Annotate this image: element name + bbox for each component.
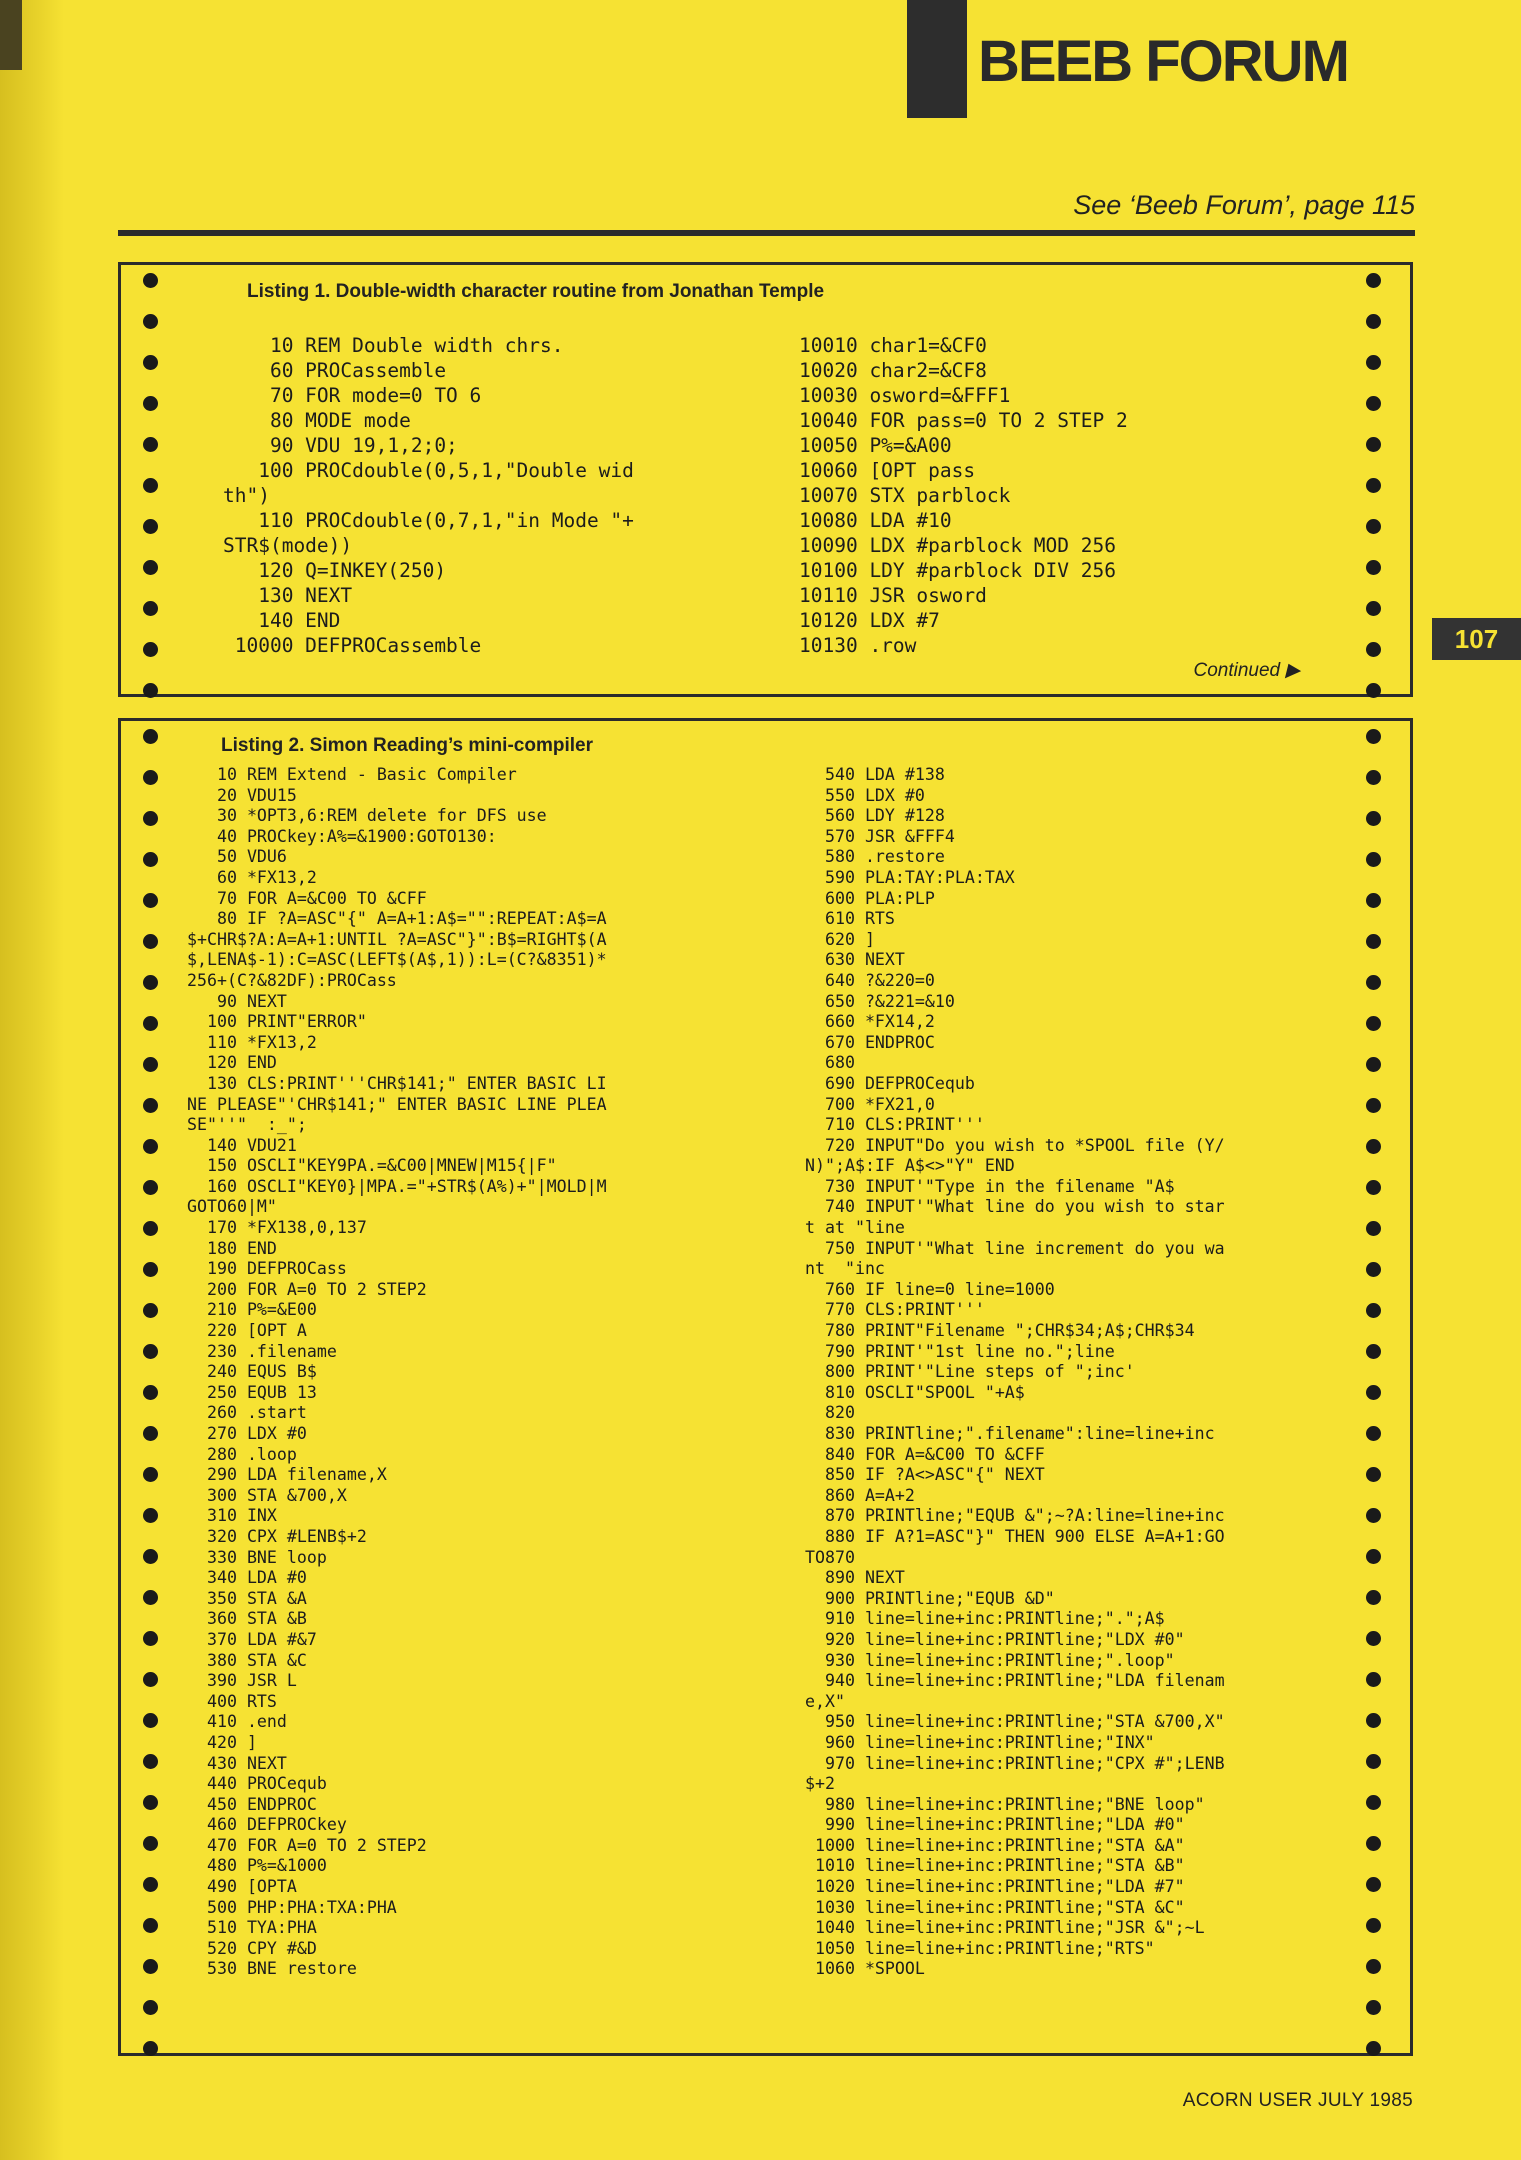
header-bar: [907, 0, 967, 118]
sprocket-hole: [1366, 1467, 1381, 1482]
page-spine: [0, 0, 64, 2160]
listing-1-title: Listing 1. Double-width character routine from Jonathan Temple: [247, 281, 825, 302]
sprocket-hole: [143, 1631, 158, 1646]
listing-1-code-right: 10010 char1=&CF0 10020 char2=&CF8 10030 osword=&FFF1 10040 FOR pass=0 TO 2 STEP 2 10050 P%=&A00 10060 [OPT pass 10070 STX parblock 10080 LDA #10 10090 LDX #parblock MOD 256 10100 LDY #parblock DIV 256 10110 JSR osword 10120 LDX #7 10130 .row: [799, 334, 1128, 657]
sprocket-hole: [143, 1139, 158, 1154]
sprocket-holes-right: [1366, 265, 1396, 694]
sprocket-hole: [1366, 1877, 1381, 1892]
sprocket-hole: [1366, 519, 1381, 534]
sprocket-hole: [143, 396, 158, 411]
sprocket-hole: [143, 1672, 158, 1687]
sprocket-hole: [143, 1221, 158, 1236]
sprocket-hole: [143, 1303, 158, 1318]
sprocket-hole: [1366, 1508, 1381, 1523]
sprocket-hole: [143, 1713, 158, 1728]
sprocket-hole: [143, 1918, 158, 1933]
sprocket-hole: [1366, 1057, 1381, 1072]
sprocket-hole: [143, 560, 158, 575]
sprocket-hole: [1366, 1180, 1381, 1195]
sprocket-hole: [143, 1795, 158, 1810]
sprocket-hole: [1366, 1303, 1381, 1318]
sprocket-hole: [1366, 1098, 1381, 1113]
sprocket-hole: [143, 1057, 158, 1072]
sprocket-holes-right: [1366, 721, 1396, 2053]
sprocket-holes-left: [143, 721, 173, 2053]
sprocket-hole: [143, 1016, 158, 1031]
sprocket-hole: [1366, 601, 1381, 616]
sprocket-hole: [143, 770, 158, 785]
sprocket-hole: [1366, 975, 1381, 990]
sprocket-hole: [1366, 1139, 1381, 1154]
sprocket-hole: [143, 1590, 158, 1605]
sprocket-hole: [1366, 2000, 1381, 2015]
sprocket-hole: [1366, 1836, 1381, 1851]
sprocket-hole: [1366, 811, 1381, 826]
sprocket-hole: [1366, 1262, 1381, 1277]
sprocket-hole: [1366, 1344, 1381, 1359]
sprocket-hole: [1366, 1795, 1381, 1810]
sprocket-hole: [1366, 852, 1381, 867]
sprocket-hole: [143, 1180, 158, 1195]
sprocket-hole: [143, 852, 158, 867]
listing-1-code-left: 10 REM Double width chrs. 60 PROCassemble 70 FOR mode=0 TO 6 80 MODE mode 90 VDU 19,1,2;0; 100 PROCdouble(0,5,1,"Double wid th") 110 PROCdouble(0,7,1,"in Mode "+ STR$(mode)) 120 Q=INKEY(250) 130 NEXT 140 END 10000 DEFPROCassemble: [223, 334, 634, 657]
listing-2-code-right: 540 LDA #138 550 LDX #0 560 LDY #128 570 JSR &FFF4 580 .restore 590 PLA:TAY:PLA:TAX 600 PLA:PLP 610 RTS 620 ] 630 NEXT 640 ?&220=0 650 ?&221=&10 660 *FX14,2 670 ENDPROC 680 690 DEFPROCequb 700 *FX21,0 710 CLS:PRINT''' 720 INPUT"Do you wish to *SPOOL file (Y/ N)";A$:IF A$<>"Y" END 730 INPUT'"Type in the filename "A$ 740 INPUT'"What line do you wish to star t at "line 750 INPUT'"What line increment do you wa nt "inc 760 IF line=0 line=1000 770 CLS:PRINT''' 780 PRINT"Filename ";CHR$34;A$;CHR$34 790 PRINT'"1st line no.";line 800 PRINT'"Line steps of ";inc' 810 OSCLI"SPOOL "+A$ 820 830 PRINTline;".filename":line=line+inc 840 FOR A=&C00 TO &CFF 850 IF ?A<>ASC"{" NEXT 860 A=A+2 870 PRINTline;"EQUB &";~?A:line=line+inc 880 IF A?1=ASC"}" THEN 900 ELSE A=A+1:GO TO870 890 NEXT 900 PRINTline;"EQUB &D" 910 line=line+inc:PRINTline;".";A$ 920 line=line+inc:PRINTline;"LDX #0" 930 line=line+inc:PRINTline;".loop" 940 line=line+inc:PRINTline;"LDA filenam e,X" 950 line=line+inc:PRINTline;"STA &700,X" 960 line=line+inc:PRINTline;"INX" 970 line=line+inc:PRINTline;"CPX #";LENB $+2 980 line=line+inc:PRINTline;"BNE loop" 990 line=line+inc:PRINTline;"LDA #0" 1000 line=line+inc:PRINTline;"STA &A" 1010 line=line+inc:PRINTline;"STA &B" 1020 line=line+inc:PRINTline;"LDA #7" 1030 line=line+inc:PRINTline;"STA &C" 1040 line=line+inc:PRINTline;"JSR &";~L 1050 line=line+inc:PRINTline;"RTS" 1060 *SPOOL: [805, 765, 1225, 1979]
sprocket-hole: [1366, 934, 1381, 949]
sprocket-hole: [1366, 1918, 1381, 1933]
sprocket-hole: [143, 519, 158, 534]
sprocket-hole: [1366, 1672, 1381, 1687]
sprocket-hole: [1366, 1631, 1381, 1646]
sprocket-hole: [1366, 396, 1381, 411]
header-rule: [118, 230, 1415, 236]
sprocket-hole: [143, 437, 158, 452]
sprocket-hole: [143, 1385, 158, 1400]
sprocket-hole: [143, 975, 158, 990]
sprocket-hole: [1366, 273, 1381, 288]
sprocket-hole: [143, 1549, 158, 1564]
sprocket-hole: [1366, 770, 1381, 785]
section-title: BEEB FORUM: [978, 29, 1348, 94]
sprocket-hole: [143, 1098, 158, 1113]
sprocket-hole: [1366, 1426, 1381, 1441]
sprocket-hole: [1366, 1754, 1381, 1769]
sprocket-hole: [1366, 1590, 1381, 1605]
listing-2-title: Listing 2. Simon Reading’s mini-compiler: [221, 735, 593, 756]
sprocket-hole: [143, 1467, 158, 1482]
sprocket-hole: [143, 683, 158, 698]
sprocket-hole: [143, 729, 158, 744]
sprocket-holes-left: [143, 265, 173, 694]
page-number: 107: [1432, 618, 1521, 660]
continued-label: Continued ▶: [1193, 660, 1300, 681]
sprocket-hole: [143, 1836, 158, 1851]
sprocket-hole: [1366, 1016, 1381, 1031]
sprocket-hole: [1366, 355, 1381, 370]
sprocket-hole: [1366, 2041, 1381, 2056]
sprocket-hole: [143, 314, 158, 329]
sprocket-hole: [143, 893, 158, 908]
sprocket-hole: [1366, 1221, 1381, 1236]
sprocket-hole: [1366, 1713, 1381, 1728]
sprocket-hole: [143, 1262, 158, 1277]
listing-2-panel: [118, 718, 1413, 2056]
sprocket-hole: [143, 1426, 158, 1441]
sprocket-hole: [143, 355, 158, 370]
sprocket-hole: [143, 811, 158, 826]
sprocket-hole: [1366, 478, 1381, 493]
sprocket-hole: [143, 934, 158, 949]
sprocket-hole: [1366, 437, 1381, 452]
sprocket-hole: [1366, 1385, 1381, 1400]
sprocket-hole: [1366, 683, 1381, 698]
listing-1-panel: [118, 262, 1413, 697]
sprocket-hole: [143, 1344, 158, 1359]
sprocket-hole: [1366, 729, 1381, 744]
sprocket-hole: [143, 1877, 158, 1892]
sprocket-hole: [1366, 642, 1381, 657]
sprocket-hole: [143, 273, 158, 288]
sprocket-hole: [143, 1959, 158, 1974]
sprocket-hole: [143, 1508, 158, 1523]
spine-shadow: [0, 0, 22, 70]
sprocket-hole: [143, 601, 158, 616]
sprocket-hole: [1366, 1959, 1381, 1974]
sprocket-hole: [1366, 314, 1381, 329]
sprocket-hole: [1366, 560, 1381, 575]
listing-2-code-left: 10 REM Extend - Basic Compiler 20 VDU15 30 *OPT3,6:REM delete for DFS use 40 PROCkey:A%=&1900:GOTO130: 50 VDU6 60 *FX13,2 70 FOR A=&C00 TO &CFF 80 IF ?A=ASC"{" A=A+1:A$="":REPEAT:A$=A $+CHR$?A:A=A+1:UNTIL ?A=ASC"}":B$=RIGHT$(A $,LENA$-1):C=ASC(LEFT$(A$,1)):L=(C?&8351)* 256+(C?&82DF):PROCass 90 NEXT 100 PRINT"ERROR" 110 *FX13,2 120 END 130 CLS:PRINT'''CHR$141;" ENTER BASIC LI NE PLEASE"'CHR$141;" ENTER BASIC LINE PLEA SE"''" :_"; 140 VDU21 150 OSCLI"KEY9PA.=&C00|MNEW|M15{|F" 160 OSCLI"KEY0}|MPA.="+STR$(A%)+"|MOLD|M GOTO60|M" 170 *FX138,0,137 180 END 190 DEFPROCass 200 FOR A=0 TO 2 STEP2 210 P%=&E00 220 [OPT A 230 .filename 240 EQUS B$ 250 EQUB 13 260 .start 270 LDX #0 280 .loop 290 LDA filename,X 300 STA &700,X 310 INX 320 CPX #LENB$+2 330 BNE loop 340 LDA #0 350 STA &A 360 STA &B 370 LDA #&7 380 STA &C 390 JSR L 400 RTS 410 .end 420 ] 430 NEXT 440 PROCequb 450 ENDPROC 460 DEFPROCkey 470 FOR A=0 TO 2 STEP2 480 P%=&1000 490 [OPTA 500 PHP:PHA:TXA:PHA 510 TYA:PHA 520 CPY #&D 530 BNE restore: [187, 765, 607, 1979]
sprocket-hole: [1366, 893, 1381, 908]
issue-footer: ACORN USER JULY 1985: [1182, 2090, 1413, 2111]
sprocket-hole: [143, 478, 158, 493]
sprocket-hole: [1366, 1549, 1381, 1564]
see-reference: See ‘Beeb Forum’, page 115: [1073, 190, 1415, 220]
sprocket-hole: [143, 1754, 158, 1769]
sprocket-hole: [143, 2041, 158, 2056]
sprocket-hole: [143, 2000, 158, 2015]
sprocket-hole: [143, 642, 158, 657]
